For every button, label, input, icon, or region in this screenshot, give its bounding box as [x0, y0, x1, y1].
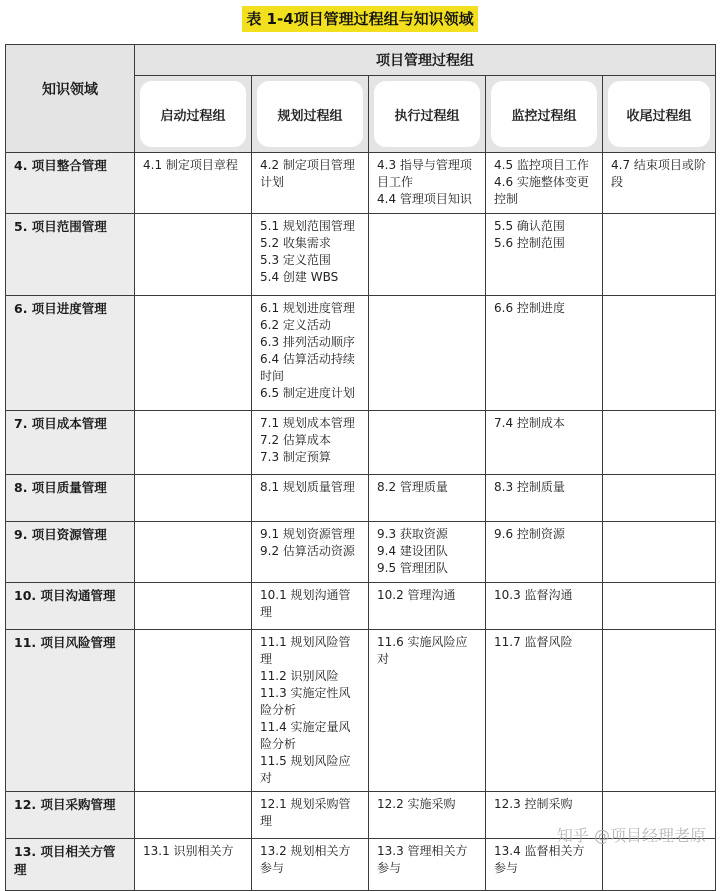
table-title: 表 1-4项目管理过程组与知识领域 [242, 6, 477, 32]
table-row [6, 630, 716, 792]
process-item: 10.1 规划沟通管理 [260, 588, 351, 619]
process-cell [252, 153, 369, 214]
process-item: 6.2 定义活动 [260, 318, 331, 332]
process-cell [369, 153, 486, 214]
process-cell [135, 583, 252, 630]
process-cell [603, 630, 716, 792]
process-item: 5.2 收集需求 [260, 236, 331, 250]
process-cell [135, 296, 252, 411]
header-closing: 收尾过程组 [608, 81, 710, 147]
process-item: 6.5 制定进度计划 [260, 386, 355, 400]
header-planning: 规划过程组 [257, 81, 363, 147]
process-item: 9.1 规划资源管理 [260, 527, 355, 541]
table-body [6, 153, 716, 891]
process-item: 4.5 监控项目工作 [494, 158, 589, 172]
process-cell [603, 296, 716, 411]
process-cell [252, 475, 369, 522]
table-row [6, 839, 716, 891]
process-cell [252, 630, 369, 792]
process-item: 12.3 控制采购 [494, 797, 573, 811]
process-cell [252, 214, 369, 296]
process-item: 5.3 定义范围 [260, 253, 331, 267]
process-item: 13.3 管理相关方参与 [377, 844, 468, 875]
process-cell [252, 792, 369, 839]
process-cell [135, 475, 252, 522]
process-item: 4.4 管理项目知识 [377, 192, 472, 206]
process-item: 7.3 制定预算 [260, 450, 331, 464]
process-item: 11.7 监督风险 [494, 635, 573, 649]
header-process-groups: 项目管理过程组 [135, 45, 716, 76]
process-cell [369, 839, 486, 891]
knowledge-area-label: 10. 项目沟通管理 [6, 583, 135, 630]
table-row [6, 296, 716, 411]
process-cell [135, 792, 252, 839]
process-item: 9.5 管理团队 [377, 561, 448, 575]
process-item: 4.6 实施整体变更控制 [494, 175, 589, 206]
process-cell [369, 792, 486, 839]
process-cell [603, 153, 716, 214]
table-row [6, 475, 716, 522]
process-item: 9.6 控制资源 [494, 527, 565, 541]
process-item: 7.1 规划成本管理 [260, 416, 355, 430]
process-cell [486, 296, 603, 411]
process-cell [486, 153, 603, 214]
process-item: 6.1 规划进度管理 [260, 301, 355, 315]
process-cell [369, 475, 486, 522]
knowledge-area-label: 6. 项目进度管理 [6, 296, 135, 411]
process-item: 8.2 管理质量 [377, 480, 448, 494]
process-item: 4.3 指导与管理项目工作 [377, 158, 472, 189]
knowledge-area-label: 9. 项目资源管理 [6, 522, 135, 583]
process-cell [135, 522, 252, 583]
process-cell [252, 522, 369, 583]
process-cell [486, 583, 603, 630]
process-knowledge-table [5, 44, 716, 891]
knowledge-area-label: 12. 项目采购管理 [6, 792, 135, 839]
process-item: 9.2 估算活动资源 [260, 544, 355, 558]
process-item: 4.2 制定项目管理计划 [260, 158, 355, 189]
process-cell [603, 839, 716, 891]
process-cell [369, 522, 486, 583]
header-monitoring: 监控过程组 [491, 81, 597, 147]
knowledge-area-label: 5. 项目范围管理 [6, 214, 135, 296]
process-cell [369, 411, 486, 475]
knowledge-area-label: 8. 项目质量管理 [6, 475, 135, 522]
process-cell [486, 522, 603, 583]
process-cell [252, 583, 369, 630]
process-item: 10.3 监督沟通 [494, 588, 573, 602]
process-item: 8.1 规划质量管理 [260, 480, 355, 494]
process-item: 8.3 控制质量 [494, 480, 565, 494]
process-cell [252, 411, 369, 475]
watermark-text: 知乎 @项目经理老原 [556, 826, 706, 845]
table-row [6, 583, 716, 630]
process-cell [369, 214, 486, 296]
process-cell [486, 839, 603, 891]
process-cell [135, 153, 252, 214]
process-item: 4.1 制定项目章程 [143, 158, 238, 172]
process-item: 11.2 识别风险 [260, 669, 339, 683]
process-cell [486, 411, 603, 475]
process-item: 7.4 控制成本 [494, 416, 565, 430]
process-item: 9.3 获取资源 [377, 527, 448, 541]
process-item: 13.4 监督相关方参与 [494, 844, 585, 875]
process-item: 4.7 结束项目或阶段 [611, 158, 706, 189]
process-item: 5.4 创建 WBS [260, 270, 339, 284]
header-initiating: 启动过程组 [140, 81, 246, 147]
table-row [6, 411, 716, 475]
process-item: 11.6 实施风险应对 [377, 635, 468, 666]
process-item: 11.3 实施定性风险分析 [260, 686, 351, 717]
process-cell [135, 630, 252, 792]
process-cell [603, 214, 716, 296]
process-item: 13.1 识别相关方 [143, 844, 234, 858]
process-cell [135, 411, 252, 475]
process-cell [486, 214, 603, 296]
process-item: 6.3 排列活动顺序 [260, 335, 355, 349]
process-cell [486, 475, 603, 522]
knowledge-area-label: 11. 项目风险管理 [6, 630, 135, 792]
process-item: 6.6 控制进度 [494, 301, 565, 315]
table-row [6, 214, 716, 296]
table-row [6, 153, 716, 214]
process-cell [603, 522, 716, 583]
process-item: 11.1 规划风险管理 [260, 635, 351, 666]
process-cell [486, 630, 603, 792]
process-cell [369, 296, 486, 411]
process-item: 12.2 实施采购 [377, 797, 456, 811]
process-item: 5.5 确认范围 [494, 219, 565, 233]
process-item: 13.2 规划相关方参与 [260, 844, 351, 875]
process-cell [369, 583, 486, 630]
process-cell [603, 411, 716, 475]
header-knowledge-area: 知识领域 [6, 45, 135, 153]
process-cell [135, 839, 252, 891]
process-cell [603, 583, 716, 630]
process-item: 11.4 实施定量风险分析 [260, 720, 351, 751]
process-item: 6.4 估算活动持续时间 [260, 352, 355, 383]
process-item: 5.6 控制范围 [494, 236, 565, 250]
process-item: 9.4 建设团队 [377, 544, 448, 558]
process-cell [603, 475, 716, 522]
process-item: 12.1 规划采购管理 [260, 797, 351, 828]
knowledge-area-label: 7. 项目成本管理 [6, 411, 135, 475]
process-cell [369, 630, 486, 792]
process-item: 11.5 规划风险应对 [260, 754, 351, 785]
table-row [6, 522, 716, 583]
header-executing: 执行过程组 [374, 81, 480, 147]
process-cell [252, 839, 369, 891]
process-item: 10.2 管理沟通 [377, 588, 456, 602]
process-cell [135, 214, 252, 296]
process-cell [252, 296, 369, 411]
knowledge-area-label: 4. 项目整合管理 [6, 153, 135, 214]
process-item: 5.1 规划范围管理 [260, 219, 355, 233]
process-item: 7.2 估算成本 [260, 433, 331, 447]
knowledge-area-label: 13. 项目相关方管理 [6, 839, 135, 891]
